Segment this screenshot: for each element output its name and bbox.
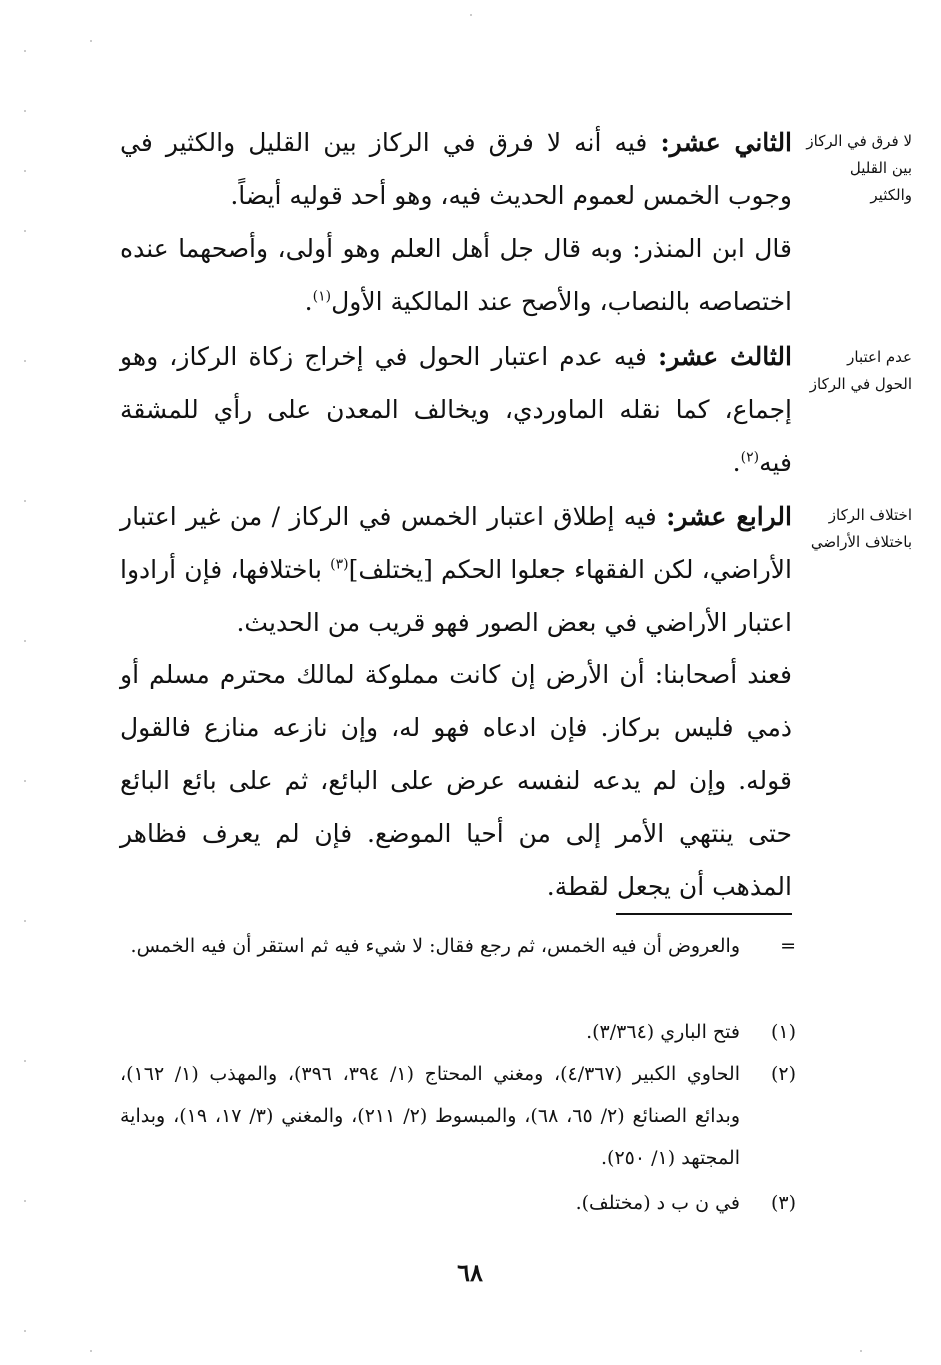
paragraph	[120, 490, 792, 649]
paragraph-text: قال ابن المنذر: وبه قال جل أهل العلم وهو أولى، وأصحهما عنده اختصاصه بالنصاب، والأصح عند المالكية الأول	[120, 234, 792, 316]
footnote-number: (٢)	[770, 1063, 796, 1085]
scan-dot	[860, 1350, 862, 1352]
paragraph	[120, 222, 792, 328]
paragraph-text: .	[304, 287, 313, 316]
margin-note: عدم اعتبار الحول في الركاز	[809, 348, 912, 393]
scan-dot	[24, 230, 26, 232]
page-number: ٦٨	[457, 1258, 483, 1287]
margin-note: اختلاف الركاز باختلاف الأراضي	[810, 506, 912, 551]
scan-dot	[24, 920, 26, 922]
item-heading: الرابع عشر:	[666, 502, 792, 531]
item-heading: الثالث عشر:	[657, 342, 792, 371]
paragraph-text: فيه أنه لا فرق في الركاز بين القليل والكثير في وجوب الخمس لعموم الحديث فيه، وهو أحد قوليه أيضاً.	[120, 128, 792, 210]
paragraph-text: باختلافها، فإن أرادوا اعتبار الأراضي في بعض الصور فهو قريب من الحديث.	[120, 555, 792, 637]
scan-dot	[24, 170, 26, 172]
paragraph	[120, 116, 792, 222]
footnote-number: (١)	[770, 1021, 796, 1043]
scan-dot	[24, 500, 26, 502]
footnote-continuation: والعروض أن فيه الخمس، ثم رجع فقال: لا شيء فيه ثم استقر أن فيه الخمس.	[130, 935, 740, 957]
paragraph	[120, 648, 792, 913]
scan-dot	[24, 110, 26, 112]
scan-dot	[90, 1350, 92, 1352]
paragraph-text: .	[732, 448, 741, 477]
margin-note: لا فرق في الركاز بين القليل والكثير	[806, 132, 912, 204]
footnote-ref: (٣)	[330, 556, 349, 573]
paragraph-text: فيه عدم اعتبار الحول في إخراج زكاة الركاز، وهو إجماع، كما نقله الماوردي، ويخالف المعدن على رأي للمشقة فيه	[120, 342, 792, 477]
scan-dot	[24, 780, 26, 782]
paragraph-text: فيه إطلاق اعتبار الخمس في الركاز / من غير اعتبار الأراضي، لكن الفقهاء جعلوا الحكم [يختلف]	[120, 502, 792, 584]
scan-dot	[24, 50, 26, 52]
paragraph-text: فعند أصحابنا: أن الأرض إن كانت مملوكة لمالك محترم مسلم أو ذمي فليس بركاز. فإن ادعاه فهو له، وإن نازعه منازع فالقول قوله. وإن لم يدعه لنفسه عرض على البائع، ثم على بائع البائع حتى ينتهي الأمر إلى من أحيا الموضع. فإن لم يعرف فظاهر المذهب أن يجعل لقطة.	[120, 660, 792, 901]
item-heading: الثاني عشر:	[660, 128, 793, 157]
footnote-ref: (٢)	[740, 449, 760, 466]
scan-dot	[24, 1060, 26, 1062]
continuation-mark: =	[780, 935, 796, 957]
footnote-number: (٣)	[770, 1192, 796, 1214]
scan-dot	[24, 640, 26, 642]
footnote-ref: (١)	[312, 288, 332, 305]
scan-dot	[470, 14, 472, 16]
paragraph	[120, 330, 792, 489]
footnote-text: فتح الباري (٣/٣٦٤).	[586, 1021, 740, 1043]
scan-dot	[24, 360, 26, 362]
scan-dot	[24, 1200, 26, 1202]
scan-dot	[90, 40, 92, 42]
scan-dot	[24, 1330, 26, 1332]
footnote-text: في ن ب د (مختلف).	[575, 1192, 740, 1214]
footnote-separator	[616, 913, 792, 915]
footnote-text: الحاوي الكبير (٤/٣٦٧)، ومغني المحتاج (١/ ٣٩٤، ٣٩٦)، والمهذب (١/ ١٦٢)، وبدائع الصنائع (٢/ ٦٥، ٦٨)، والمبسوط (٢/ ٢١١)، والمغني (٣/ ١٧، ١٩)، وبداية المجتهد (١/ ٢٥٠).	[120, 1063, 741, 1169]
